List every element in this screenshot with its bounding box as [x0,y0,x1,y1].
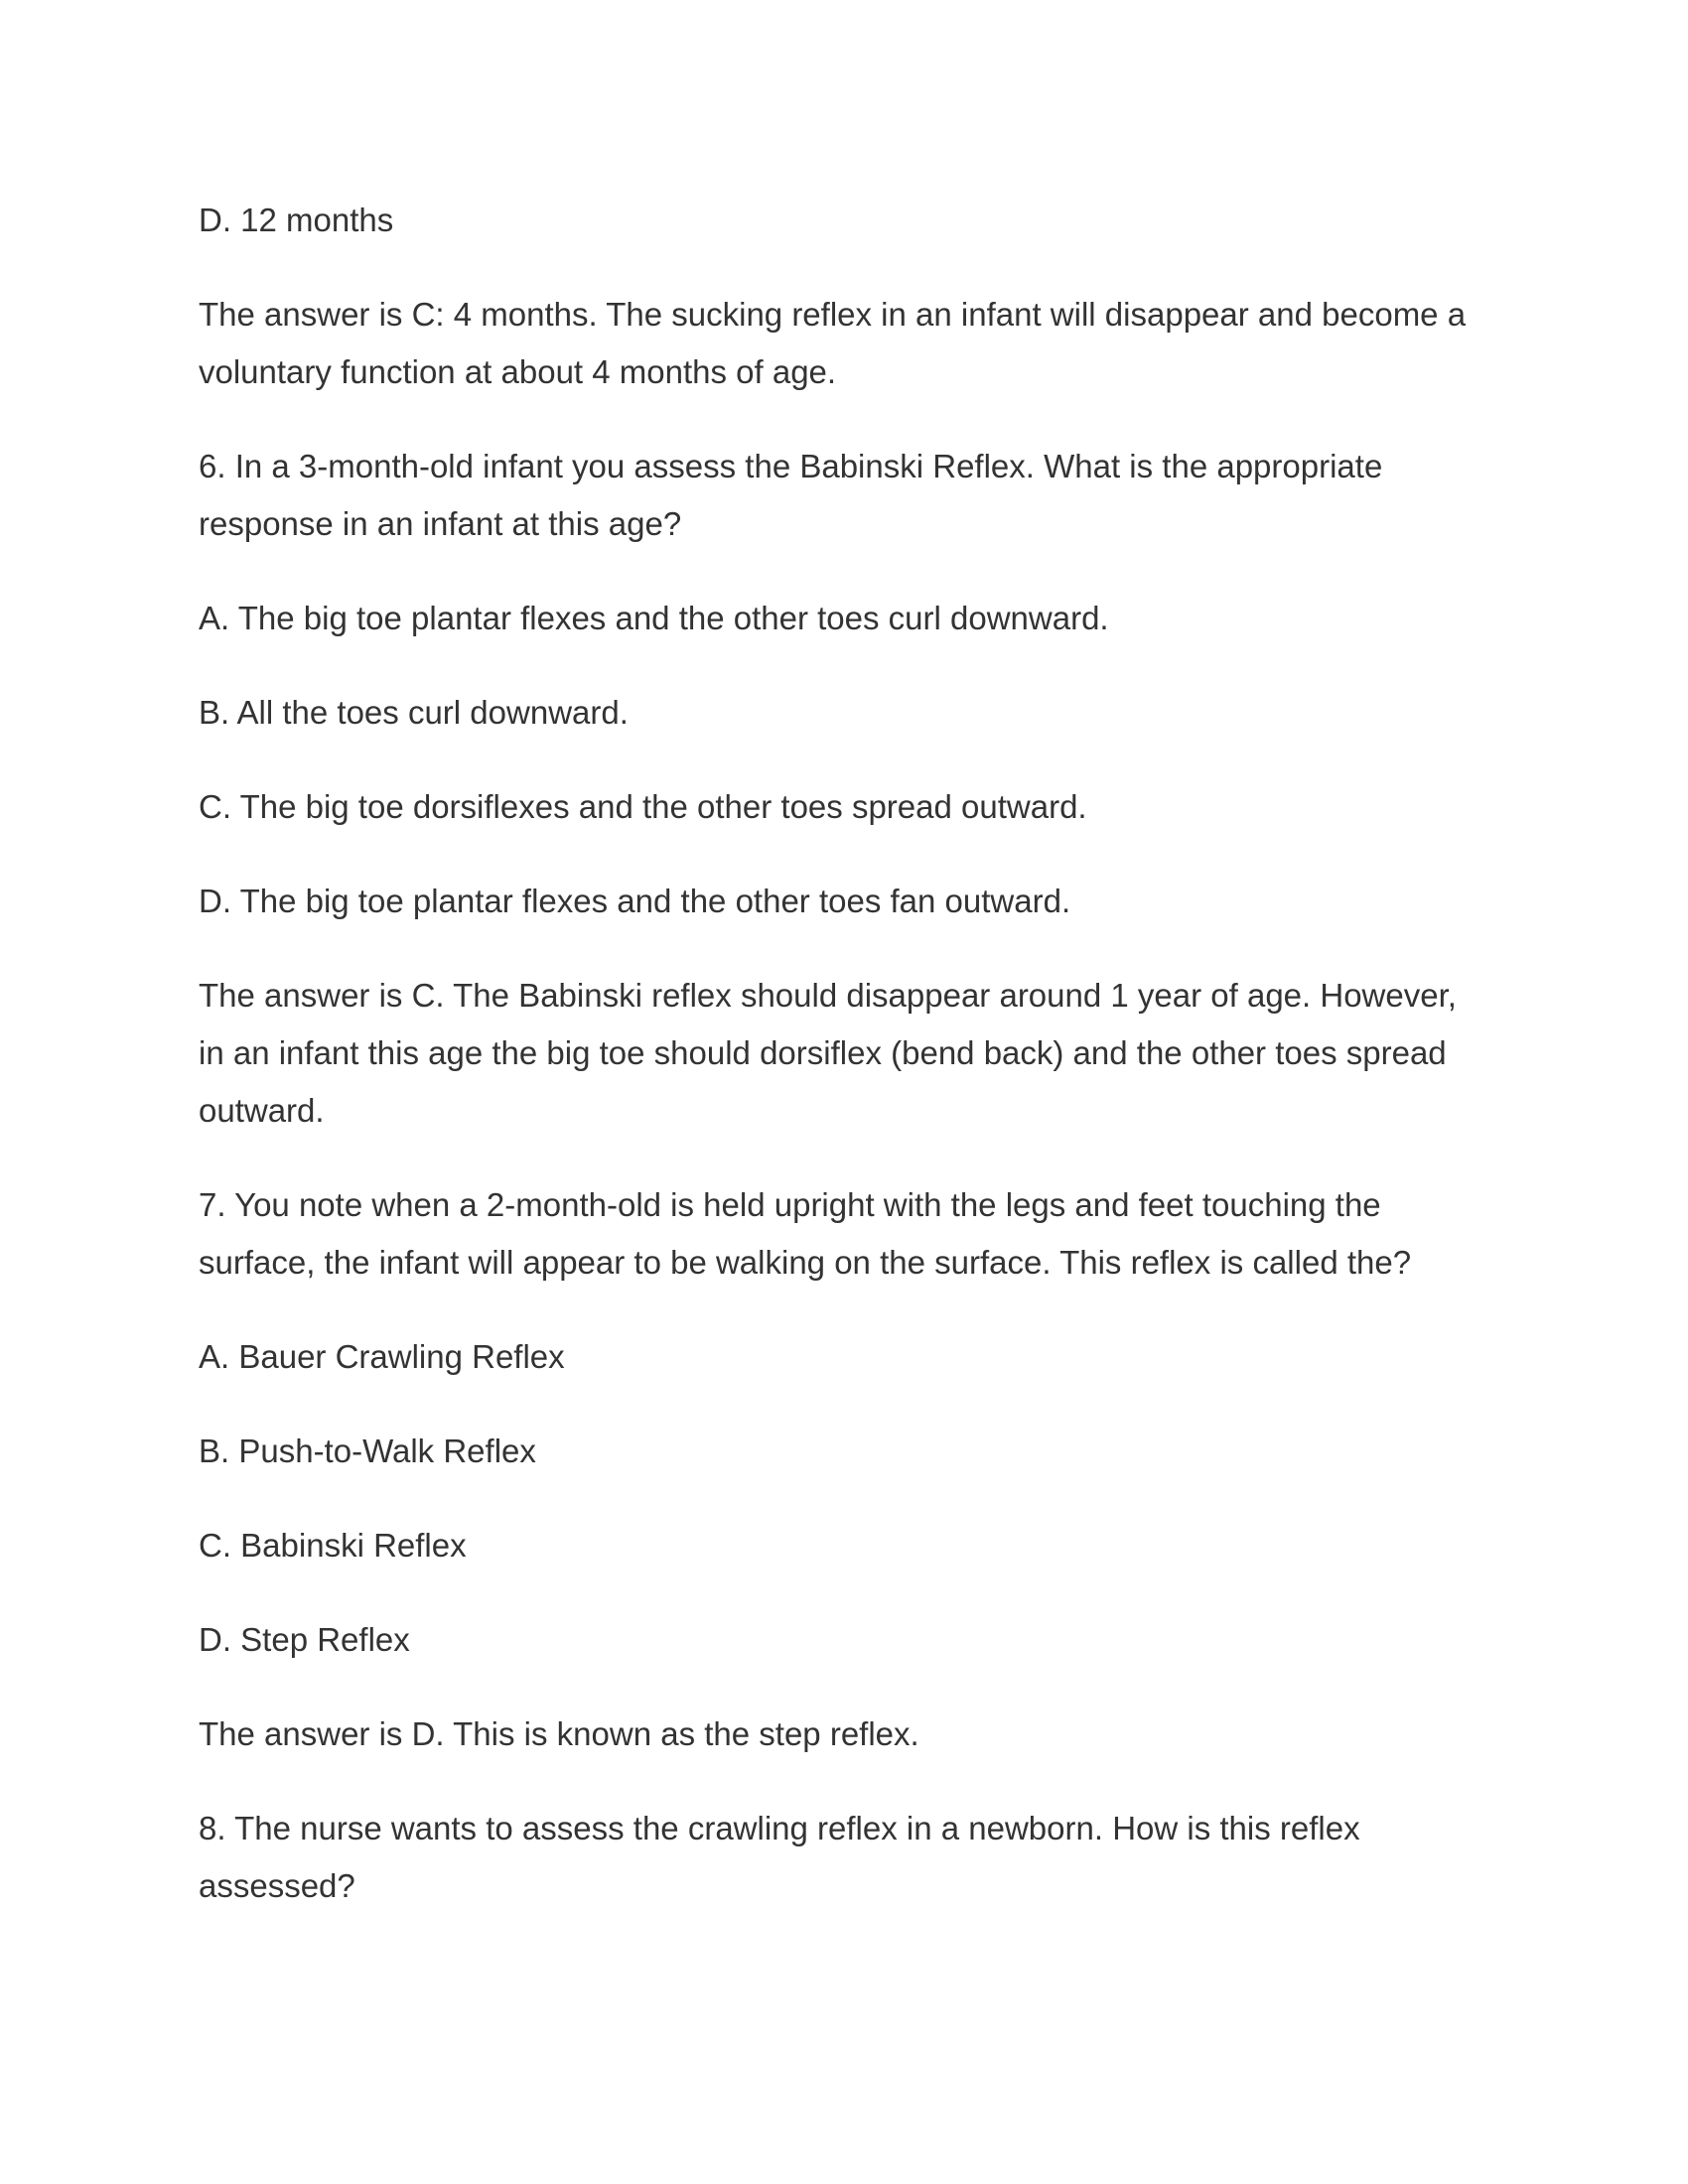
answer-option-a-q6: A. The big toe plantar flexes and the other toes curl downward. [199,600,1109,636]
answer-explanation-q5: The answer is C: 4 months. The sucking reflex in an infant will disappear and become a voluntary function at about 4 months of age. [199,296,1467,390]
answer-option-d-q6: D. The big toe plantar flexes and the other toes fan outward. [199,883,1071,919]
answer-explanation-q6: The answer is C. The Babinski reflex should disappear around 1 year of age. However, in an infant this age the big toe should dorsiflex (bend back) and the other toes spread outward. [199,977,1457,1129]
answer-option-d-q5: D. 12 months [199,202,394,238]
answer-option-d-q7: D. Step Reflex [199,1621,410,1658]
question-6: 6. In a 3-month-old infant you assess the Babinski Reflex. What is the appropriate response in an infant at this age? [199,448,1383,542]
answer-option-c-q6: C. The big toe dorsiflexes and the other toes spread outward. [199,788,1087,825]
answer-option-b-q7: B. Push-to-Walk Reflex [199,1433,536,1469]
answer-explanation-q7: The answer is D. This is known as the step reflex. [199,1715,919,1752]
question-7: 7. You note when a 2-month-old is held upright with the legs and feet touching the surface, the infant will appear to be walking on the surface. This reflex is called the? [199,1186,1412,1281]
document-body [199,192,1489,1952]
answer-option-c-q7: C. Babinski Reflex [199,1527,467,1564]
answer-option-a-q7: A. Bauer Crawling Reflex [199,1338,565,1375]
answer-option-b-q6: B. All the toes curl downward. [199,694,629,731]
question-8: 8. The nurse wants to assess the crawling reflex in a newborn. How is this reflex assessed? [199,1810,1360,1904]
